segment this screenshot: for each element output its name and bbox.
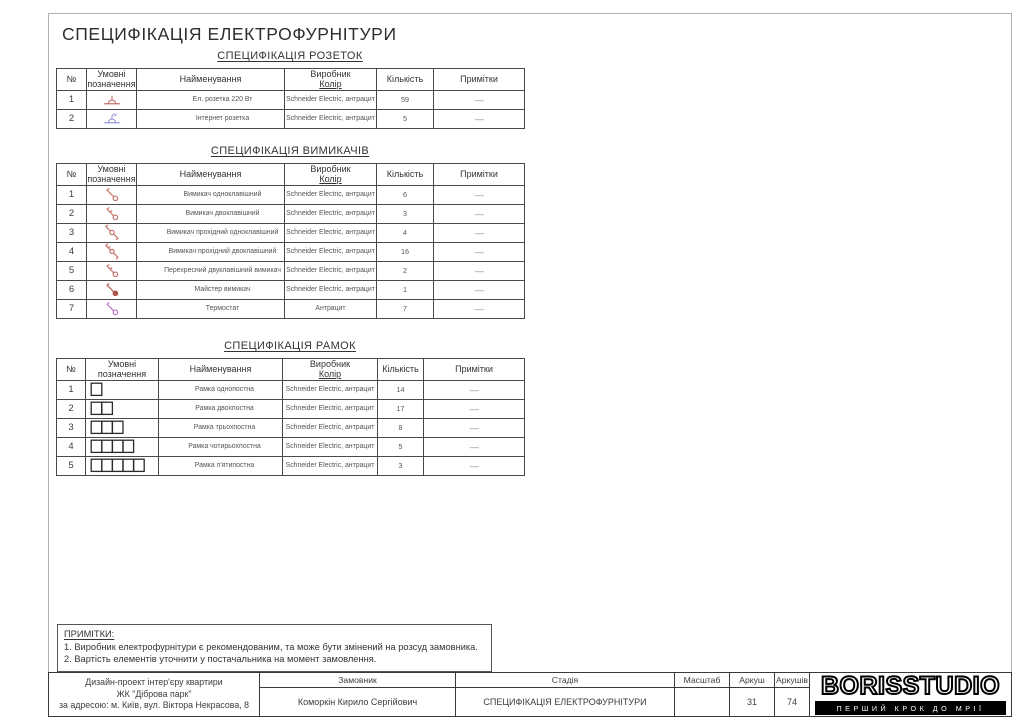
col-header-qty: Кількість	[378, 359, 424, 381]
item-manufacturer: Schneider Electric, антрацит	[285, 280, 377, 299]
item-quantity: 17	[378, 399, 424, 418]
item-notes: —	[434, 90, 525, 109]
item-name: Майстер вимикач	[137, 280, 285, 299]
item-notes: —	[434, 185, 525, 204]
item-name: Термостат	[137, 299, 285, 318]
item-quantity: 14	[378, 380, 424, 399]
item-manufacturer: Schneider Electric, антрацит	[285, 185, 377, 204]
switch-cross-2gang-icon	[87, 261, 137, 280]
studio-logo	[809, 673, 1011, 716]
frame-5-icon	[86, 456, 159, 475]
item-notes: —	[434, 242, 525, 261]
notes-box	[57, 624, 492, 672]
item-quantity: 3	[378, 456, 424, 475]
row-number: 1	[57, 90, 87, 109]
item-quantity: 5	[378, 437, 424, 456]
col-header-name: Найменування	[137, 164, 285, 186]
col-header-name: Найменування	[137, 69, 285, 91]
item-manufacturer: Schneider Electric, антрацит	[285, 109, 377, 128]
row-number: 7	[57, 299, 87, 318]
switch-pass-1gang-icon	[87, 223, 137, 242]
logo-tagline: ПЕРШИЙ КРОК ДО МРІЇ	[815, 701, 1006, 715]
item-quantity: 8	[378, 418, 424, 437]
scale-label: Масштаб	[675, 673, 729, 688]
item-notes: —	[434, 223, 525, 242]
item-notes: —	[434, 261, 525, 280]
sheet-value: 31	[746, 697, 757, 707]
table-row	[57, 242, 525, 261]
client-label: Замовник	[260, 673, 455, 688]
item-notes: —	[424, 399, 525, 418]
item-manufacturer: Schneider Electric, антрацит	[283, 418, 378, 437]
row-number: 2	[57, 204, 87, 223]
notes-title: ПРИМІТКИ:	[64, 629, 115, 639]
table-row	[57, 90, 525, 109]
table-header-row	[57, 69, 525, 91]
socket-power-icon	[87, 90, 137, 109]
item-notes: —	[434, 280, 525, 299]
sheets-value: 74	[786, 697, 797, 707]
col-header-notes: Примітки	[434, 164, 525, 186]
sheet-number-cell	[729, 673, 774, 716]
col-header-num: №	[57, 359, 86, 381]
sheets-label: Аркушів	[775, 673, 809, 688]
col-header-num: №	[57, 69, 87, 91]
project-line: за адресою: м. Київ, вул. Віктора Некрасова, 8	[58, 700, 250, 711]
item-name: Перехресний двуклавішний вимикач	[137, 261, 285, 280]
stage-cell	[455, 673, 674, 716]
sheet-label: Аркуш	[730, 673, 774, 688]
col-header-qty: Кількість	[377, 164, 434, 186]
table-row	[57, 399, 525, 418]
socket-internet-icon	[87, 109, 137, 128]
stage-label: Стадія	[456, 673, 674, 688]
row-number: 4	[57, 242, 87, 261]
title-block	[48, 672, 1012, 717]
table-row	[57, 261, 525, 280]
row-number: 3	[57, 223, 87, 242]
project-info-cell	[49, 673, 259, 716]
switch-pass-2gang-icon	[87, 242, 137, 261]
item-quantity: 59	[377, 90, 434, 109]
row-number: 2	[57, 109, 87, 128]
table-row	[57, 109, 525, 128]
scale-value	[675, 688, 729, 716]
section-title: СПЕЦИФІКАЦІЯ РОЗЕТОК	[217, 50, 363, 62]
item-name: Вимикач прохідний двоклавішний	[137, 242, 285, 261]
sockets-spec-section	[56, 50, 524, 129]
item-name: Вимикач двоклавішний	[137, 204, 285, 223]
item-notes: —	[434, 109, 525, 128]
section-title: СПЕЦИФІКАЦІЯ ВИМИКАЧІВ	[210, 145, 370, 157]
col-header-symbol: Умовні позначення	[86, 359, 159, 381]
item-quantity: 16	[377, 242, 434, 261]
item-quantity: 7	[377, 299, 434, 318]
table-row	[57, 299, 525, 318]
master-switch-icon	[87, 280, 137, 299]
table-row	[57, 437, 525, 456]
col-header-symbol: Умовні позначення	[87, 164, 136, 185]
frame-2-icon	[86, 399, 159, 418]
item-manufacturer: Schneider Electric, антрацит	[283, 380, 378, 399]
logo-wordmark: BORISSTUDIO	[820, 671, 1001, 700]
switches-spec-section	[56, 145, 524, 319]
project-line: Дизайн-проект інтер'єру квартири	[85, 677, 223, 688]
table-row	[57, 223, 525, 242]
col-header-manufacturer: Виробник Колір	[285, 69, 377, 91]
page-title: СПЕЦИФІКАЦІЯ ЕЛЕКТРОФУРНІТУРИ	[62, 24, 397, 44]
notes-line: 1. Виробник електрофурнітури є рекомендованим, та може бути змінений на розсуд замовника.	[64, 641, 478, 652]
item-notes: —	[434, 204, 525, 223]
table-row	[57, 185, 525, 204]
row-number: 5	[57, 456, 86, 475]
item-manufacturer: Schneider Electric, антрацит	[283, 399, 378, 418]
item-name: Рамка чотирьохпостна	[159, 437, 283, 456]
table-row	[57, 380, 525, 399]
item-manufacturer: Антрацит	[285, 299, 377, 318]
switch-2gang-icon	[87, 204, 137, 223]
item-quantity: 3	[377, 204, 434, 223]
switches-spec-table	[56, 163, 525, 319]
row-number: 2	[57, 399, 86, 418]
frame-4-icon	[86, 437, 159, 456]
item-quantity: 4	[377, 223, 434, 242]
item-name: Рамка п'ятипостна	[159, 456, 283, 475]
notes-line: 2. Вартість елементів уточнити у постачальника на момент замовлення.	[64, 654, 377, 665]
col-header-notes: Примітки	[424, 359, 525, 381]
table-row	[57, 456, 525, 475]
col-header-notes: Примітки	[434, 69, 525, 91]
item-name: Вимикач одноклавішний	[137, 185, 285, 204]
item-name: Рамка трьохпостна	[159, 418, 283, 437]
item-name: Рамка двохпостна	[159, 399, 283, 418]
stage-value: СПЕЦИФІКАЦІЯ ЕЛЕКТРОФУРНІТУРИ	[483, 697, 647, 707]
item-notes: —	[424, 418, 525, 437]
item-manufacturer: Schneider Electric, антрацит	[285, 90, 377, 109]
item-name: Вимикач прохідний одноклавішний	[137, 223, 285, 242]
frames-spec-table	[56, 358, 525, 476]
item-manufacturer: Schneider Electric, антрацит	[285, 261, 377, 280]
item-quantity: 2	[377, 261, 434, 280]
item-quantity: 6	[377, 185, 434, 204]
table-row	[57, 280, 525, 299]
row-number: 1	[57, 380, 86, 399]
item-manufacturer: Schneider Electric, антрацит	[283, 437, 378, 456]
client-cell	[259, 673, 455, 716]
section-title: СПЕЦИФІКАЦІЯ РАМОК	[224, 340, 356, 352]
thermostat-icon	[87, 299, 137, 318]
frames-spec-section	[56, 340, 524, 476]
col-header-name: Найменування	[159, 359, 283, 381]
client-value: Коморкін Кирило Сергійович	[297, 697, 418, 707]
row-number: 5	[57, 261, 87, 280]
col-header-qty: Кількість	[377, 69, 434, 91]
table-row	[57, 204, 525, 223]
item-manufacturer: Schneider Electric, антрацит	[283, 456, 378, 475]
frame-3-icon	[86, 418, 159, 437]
item-notes: —	[424, 456, 525, 475]
item-name: Рамка однопостна	[159, 380, 283, 399]
item-name: Ел. розетка 220 Вт	[137, 90, 285, 109]
row-number: 6	[57, 280, 87, 299]
row-number: 3	[57, 418, 86, 437]
table-header-row	[57, 359, 525, 381]
item-notes: —	[424, 437, 525, 456]
item-quantity: 5	[377, 109, 434, 128]
sockets-spec-table	[56, 68, 525, 129]
sheets-total-cell	[774, 673, 809, 716]
row-number: 4	[57, 437, 86, 456]
switch-1gang-icon	[87, 185, 137, 204]
item-manufacturer: Schneider Electric, антрацит	[285, 223, 377, 242]
item-manufacturer: Schneider Electric, антрацит	[285, 204, 377, 223]
project-line: ЖК "Діброва парк"	[116, 688, 192, 699]
col-header-num: №	[57, 164, 87, 186]
table-row	[57, 418, 525, 437]
frame-1-icon	[86, 380, 159, 399]
col-header-symbol: Умовні позначення	[87, 69, 136, 90]
scale-cell	[674, 673, 729, 716]
item-manufacturer: Schneider Electric, антрацит	[285, 242, 377, 261]
table-header-row	[57, 164, 525, 186]
item-quantity: 1	[377, 280, 434, 299]
col-header-manufacturer: Виробник Колір	[283, 359, 378, 381]
item-notes: —	[434, 299, 525, 318]
item-notes: —	[424, 380, 525, 399]
col-header-manufacturer: Виробник Колір	[285, 164, 377, 186]
row-number: 1	[57, 185, 87, 204]
item-name: Інтернет розетка	[137, 109, 285, 128]
